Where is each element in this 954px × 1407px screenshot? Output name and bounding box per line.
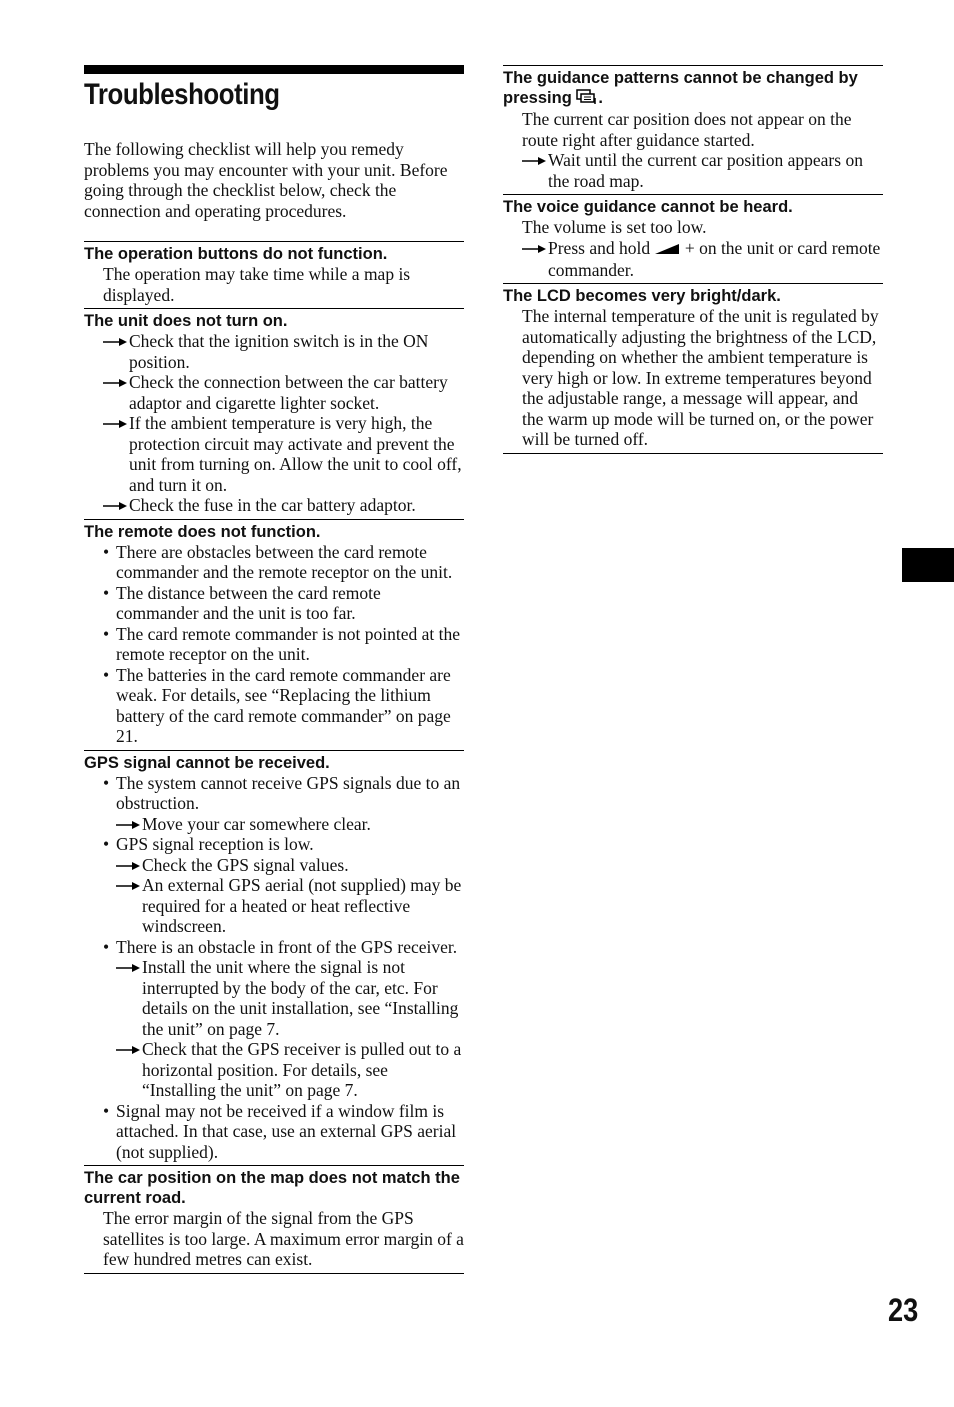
chapter-tab: [902, 548, 954, 582]
bullet-text: The system cannot receive GPS signals due to an obstruction.: [116, 772, 461, 813]
section-text: The error margin of the signal from the GPS satellites is too large. A maximum error margin of a few hundred metres can exist.: [103, 1208, 464, 1269]
arrow-icon: [103, 331, 127, 346]
bullet-item: [84, 937, 464, 958]
bullet-text: Signal may not be received if a window film is attached. In that case, use an external GPS aerial (not supplied).: [116, 1100, 457, 1162]
remedy-prefix: Press and hold: [548, 237, 651, 258]
section-heading: The remote does not function.: [84, 522, 321, 541]
section-heading: The car position on the map does not match the current road.: [84, 1169, 460, 1207]
remedy-text: Check the connection between the car battery adaptor and cigarette lighter socket.: [129, 372, 448, 413]
section-remote: [84, 519, 464, 750]
bullet-icon: •: [103, 541, 110, 562]
remedy-text: Wait until the current car position appears on the road map.: [548, 150, 863, 191]
section-text: The operation may take time while a map is displayed.: [103, 264, 411, 305]
bullet-icon: •: [103, 664, 110, 685]
bullet-text: GPS signal reception is low.: [116, 834, 314, 854]
arrow-icon: [103, 413, 127, 428]
section-text: The internal temperature of the unit is regulated by automatically adjusting the brightness of the LCD, depending on whether the ambient temperature is very high or low. In extreme temperatures beyond the adjustable range, a message will appear, and the warm up mode will be turned on, or the power will be turned off.: [522, 306, 879, 450]
section-heading: The voice guidance cannot be heard.: [503, 198, 793, 217]
remedy-suffix: + on the unit or card remote commander.: [548, 237, 881, 280]
section-lcd: [503, 283, 883, 454]
guidance-button-icon: [576, 88, 598, 109]
bullet-icon: •: [103, 1100, 110, 1121]
bullet-icon: •: [103, 772, 110, 793]
section-text: The current car position does not appear on the route right after guidance started.: [522, 109, 852, 150]
section-voice: [503, 194, 883, 283]
bullet-icon: •: [103, 623, 110, 644]
bullet-item: [84, 773, 464, 814]
intro-paragraph: The following checklist will help you remedy problems you may encounter with your unit. Before going through the checklist below, check the connection and operating procedures.: [84, 139, 448, 221]
arrow-icon: [116, 1039, 140, 1054]
remedy-item: [84, 855, 464, 876]
arrow-icon: [116, 814, 140, 829]
arrow-icon: [522, 238, 546, 253]
remedy-text: If the ambient temperature is very high, the protection circuit may activate and prevent the unit from turning on. Allow the unit to cool off, and turn it on.: [129, 413, 462, 495]
heading-suffix: .: [598, 89, 603, 107]
bullet-text: The card remote commander is not pointed at the remote receptor on the unit.: [116, 623, 461, 664]
section-gps: [84, 750, 464, 1166]
remedy-text: Check the fuse in the car battery adaptor.: [129, 495, 416, 515]
bullet-text: There is an obstacle in front of the GPS receiver.: [116, 936, 458, 957]
bullet-item: [84, 665, 464, 747]
arrow-icon: [522, 150, 546, 165]
title-rule: [84, 65, 464, 74]
heading-text: The guidance patterns cannot be changed by pressing: [503, 69, 858, 107]
bullet-item: [84, 834, 464, 855]
remedy-text: Check that the GPS receiver is pulled out to a horizontal position. For details, see “Installing the unit” on page 7.: [142, 1039, 462, 1100]
volume-icon: [654, 239, 680, 260]
bullet-item: [84, 624, 464, 665]
arrow-icon: [116, 957, 140, 972]
remedy-item: [84, 413, 464, 495]
bullet-icon: •: [103, 834, 110, 854]
bullet-item: [84, 1101, 464, 1163]
remedy-item: [84, 957, 464, 1039]
section-operation-buttons: [84, 241, 464, 308]
page-number: 23: [888, 1292, 919, 1328]
right-column: [503, 65, 883, 454]
arrow-icon: [103, 495, 127, 510]
arrow-icon: [116, 855, 140, 870]
remedy-text: Check the GPS signal values.: [142, 854, 349, 875]
section-guidance-patterns: [503, 65, 883, 194]
bullet-item: [84, 583, 464, 624]
bullet-icon: •: [103, 936, 110, 957]
bullet-text: The distance between the card remote commander and the unit is too far.: [116, 582, 381, 623]
section-heading: [503, 68, 883, 109]
section-heading: The unit does not turn on.: [84, 312, 288, 330]
remedy-text: Install the unit where the signal is not interrupted by the body of the car, etc. For details on the unit installation, see “Installing the unit” on page 7.: [142, 957, 459, 1039]
remedy-item: [84, 1039, 464, 1101]
remedy-item: [84, 331, 464, 372]
section-text: The volume is set too low.: [522, 217, 707, 238]
remedy-item: [503, 238, 883, 281]
remedy-item: [84, 372, 464, 413]
section-heading: The LCD becomes very bright/dark.: [503, 287, 781, 306]
bullet-icon: •: [103, 582, 110, 603]
section-heading: The operation buttons do not function.: [84, 245, 388, 263]
bullet-item: [84, 542, 464, 583]
arrow-icon: [116, 875, 140, 890]
bullet-text: The batteries in the card remote commander are weak. For details, see “Replacing the lithium battery of the card remote commander” on page 21.: [116, 664, 451, 746]
bullet-text: There are obstacles between the card remote commander and the remote receptor on the unit.: [116, 541, 453, 582]
remedy-text: An external GPS aerial (not supplied) may be required for a heated or heat reflective windscreen.: [142, 875, 462, 936]
section-unit-not-on: [84, 308, 464, 519]
arrow-icon: [103, 372, 127, 387]
remedy-text: Move your car somewhere clear.: [142, 813, 371, 834]
remedy-item: [503, 150, 883, 191]
remedy-text: Check that the ignition switch is in the ON position.: [129, 331, 429, 372]
remedy-item: [84, 875, 464, 937]
left-column: [84, 65, 464, 1274]
remedy-item: [84, 814, 464, 835]
section-car-position: [84, 1165, 464, 1274]
remedy-item: [84, 495, 464, 516]
section-heading: GPS signal cannot be received.: [84, 753, 330, 772]
page-title: Troubleshooting: [84, 78, 280, 111]
